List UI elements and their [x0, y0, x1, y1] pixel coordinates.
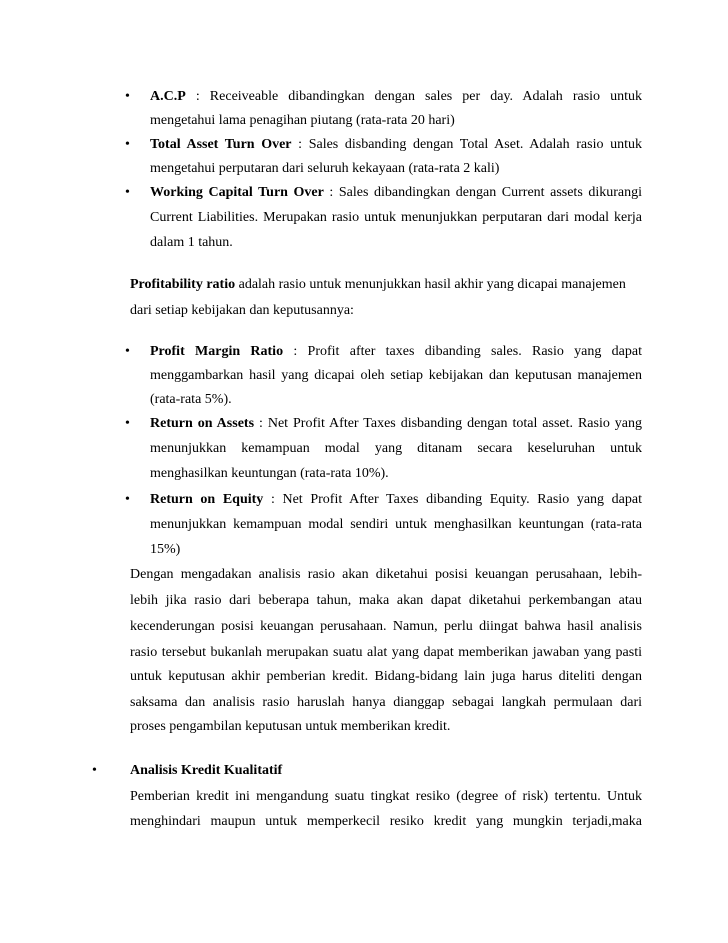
bullet-icon: • — [125, 492, 130, 507]
paragraph-line: lebih jika rasio dari beberapa tahun, maka akan dapat diketahui perkembangan atau — [130, 593, 642, 608]
tato-line-1: Total Asset Turn Over : Sales disbanding dengan Total Aset. Adalah rasio untuk — [150, 137, 643, 152]
roa-line-1: Return on Assets : Net Profit After Taxes disbanding dengan total asset. Rasio yang — [150, 416, 643, 431]
bullet-icon: • — [125, 416, 130, 431]
tato-term: Total Asset Turn Over — [150, 137, 292, 152]
section-line: Pemberian kredit ini mengandung suatu tingkat resiko (degree of risk) tertentu. Untuk — [130, 789, 642, 804]
paragraph-line: kecenderungan posisi keuangan perusahaan. Namun, perlu diingat bahwa hasil analisis — [130, 619, 642, 634]
tato-line-2: mengetahui perputaran dari seluruh kekayaan (rata-rata 2 kali) — [150, 161, 500, 176]
paragraph-line: rasio tersebut bukanlah merupakan suatu alat yang dapat memberikan jawaban yang pasti — [130, 645, 642, 660]
pmr-line-3: (rata-rata 5%). — [150, 392, 232, 407]
acp-line-1: A.C.P : Receiveable dibandingkan dengan sales per day. Adalah rasio untuk — [150, 89, 642, 104]
wcto-line-1: Working Capital Turn Over : Sales dibandingkan dengan Current assets dikurangi — [150, 185, 642, 200]
paragraph-line: proses pengambilan keputusan untuk memberikan kredit. — [130, 719, 451, 734]
roa-term: Return on Assets — [150, 416, 255, 431]
paragraph-line: Dengan mengadakan analisis rasio akan diketahui posisi keuangan perusahaan, lebih- — [130, 567, 642, 582]
pmr-line-1: Profit Margin Ratio : Profit after taxes dibanding sales. Rasio yang dapat — [150, 344, 642, 359]
roe-line-3: 15%) — [150, 542, 181, 557]
paragraph-line: untuk keputusan akhir pemberian kredit. Bidang-bidang lain juga harus diteliti dengan — [130, 669, 642, 684]
pmr-line-2: menggambarkan hasil yang dicapai oleh setiap kebijakan dan keputusan manajemen — [150, 368, 642, 383]
roa-line-2: menunjukkan kemampuan modal yang ditanam secara keseluruhan untuk — [150, 441, 642, 456]
profitability-line-1: Profitability ratio adalah rasio untuk menunjukkan hasil akhir yang dicapai manajemen — [130, 277, 626, 292]
roa-line-3: menghasilkan keuntungan (rata-rata 10%). — [150, 466, 389, 481]
wcto-line-2: Current Liabilities. Merupakan rasio untuk menunjukkan perputaran dari modal kerja — [150, 210, 642, 225]
pmr-term: Profit Margin Ratio — [150, 344, 284, 359]
profitability-line-2: dari setiap kebijakan dan keputusannya: — [130, 303, 354, 318]
bullet-icon: • — [125, 185, 130, 200]
roe-term: Return on Equity — [150, 492, 264, 507]
wcto-line-3: dalam 1 tahun. — [150, 235, 233, 250]
section-line: menghindari maupun untuk memperkecil resiko kredit yang mungkin terjadi,maka — [130, 814, 642, 829]
wcto-term: Working Capital Turn Over — [150, 185, 324, 200]
bullet-icon: • — [125, 89, 130, 104]
bullet-icon: • — [125, 344, 130, 359]
paragraph-line: saksama dan analisis rasio haruslah hanya dianggap sebagai langkah permulaan dari — [130, 695, 642, 710]
bullet-icon: • — [125, 137, 130, 152]
profitability-term: Profitability ratio — [130, 277, 236, 292]
acp-term: A.C.P — [150, 89, 186, 104]
bullet-icon: • — [92, 763, 97, 778]
acp-line-2: mengetahui lama penagihan piutang (rata-rata 20 hari) — [150, 113, 455, 128]
section-heading: Analisis Kredit Kualitatif — [130, 763, 283, 778]
roe-line-2: menunjukkan kemampuan modal sendiri untuk menghasilkan keuntungan (rata-rata — [150, 517, 642, 532]
roe-line-1: Return on Equity : Net Profit After Taxes dibanding Equity. Rasio yang dapat — [150, 492, 643, 507]
